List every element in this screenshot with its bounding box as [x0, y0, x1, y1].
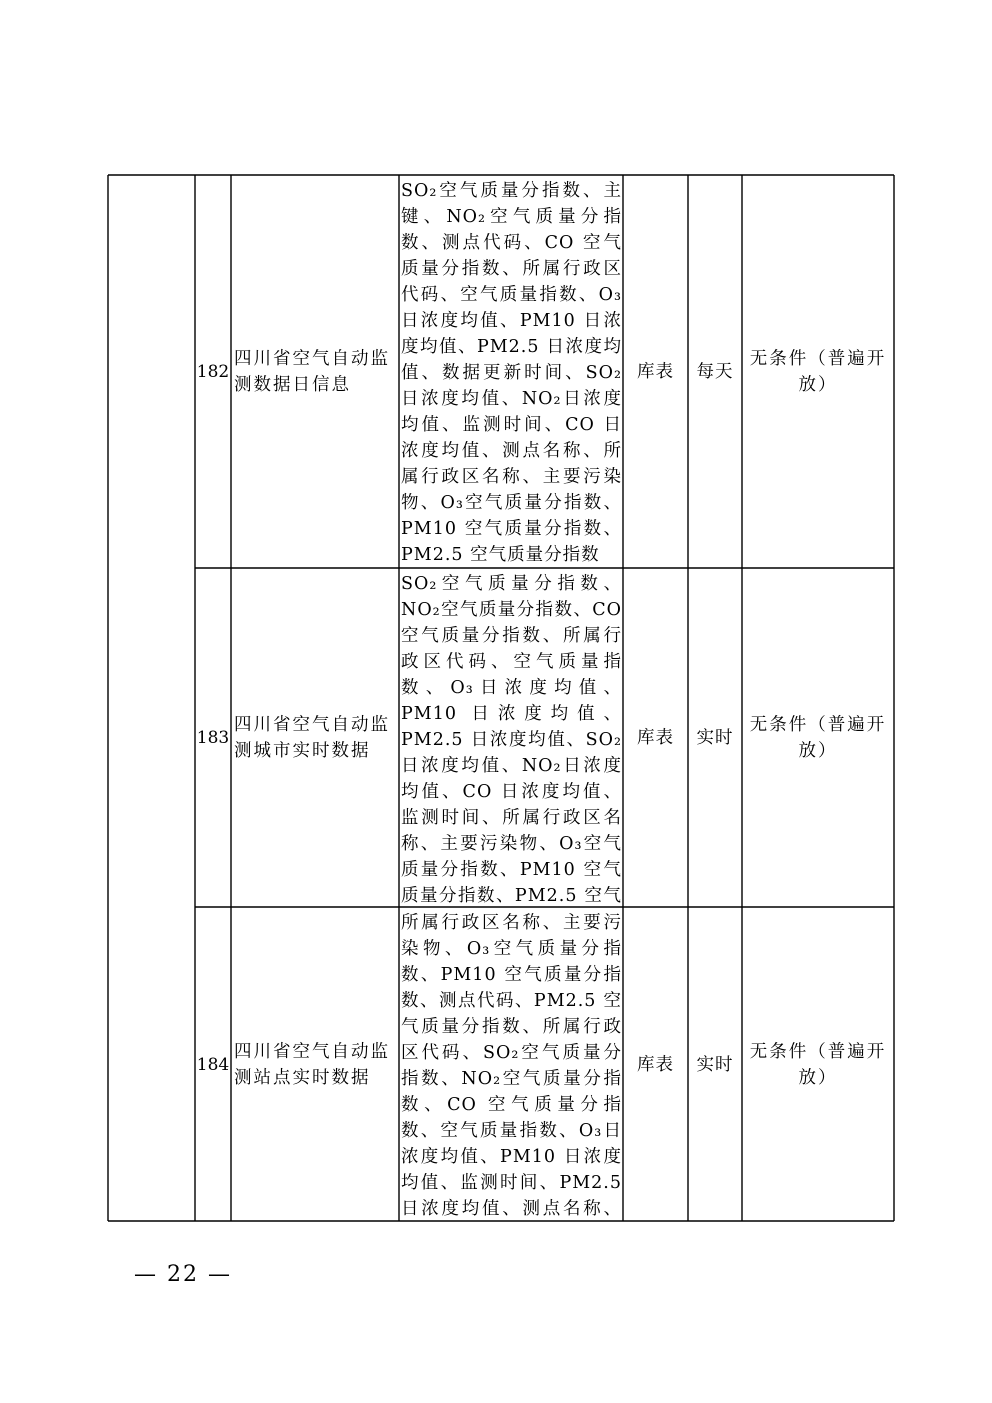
open-type: 无条件（普遍开放） [749, 1041, 887, 1088]
open-type: 无条件（普遍开放） [749, 349, 887, 395]
row-number: 182 [196, 362, 230, 382]
dataset-name: 四川省空气自动监测数据日信息 [234, 349, 390, 395]
dataset-name: 四川省空气自动监测城市实时数据 [234, 715, 390, 761]
update-frequency: 每天 [696, 362, 734, 382]
data-items: 所属行政区名称、主要污染物、O₃空气质量分指数、PM10 空气质量分指数、测点代码、PM2.5 空气质量分指数、所属行政区代码、SO₂空气质量分指数、NO₂空气质量分指数、CO 空气质量分指数、空气质量指数、O₃日浓度均值、PM10 日浓度均值、监测时间、PM2.5 日浓度均值、测点名称、 [401, 913, 622, 1219]
row-number: 183 [196, 728, 230, 748]
dataset-name: 四川省空气自动监测站点实时数据 [234, 1041, 390, 1088]
data-format: 库表 [637, 728, 674, 748]
data-format: 库表 [637, 1054, 674, 1075]
page-number: — 22 — [134, 1262, 232, 1287]
data-items: SO₂空气质量分指数、NO₂空气质量分指数、CO 空气质量分指数、所属行政区代码、空气质量指数、O₃日浓度均值、PM10 日浓度均值、PM2.5 日浓度均值、SO₂日浓度均值、NO₂日浓度均值、CO 日浓度均值、监测时间、所属行政区名称、主要污染物、O₃空气质量分指数、PM10 空气质量分指数、PM2.5 空气 [401, 574, 622, 906]
data-format: 库表 [637, 362, 674, 382]
update-frequency: 实时 [696, 1054, 734, 1075]
data-items: SO₂空气质量分指数、主键、NO₂空气质量分指数、测点代码、CO 空气质量分指数、所属行政区代码、空气质量指数、O₃日浓度均值、PM10 日浓度均值、PM2.5 日浓度均值、数据更新时间、SO₂日浓度均值、NO₂日浓度均值、监测时间、CO 日浓度均值、测点名称、所属行政区名称、主要污染物、O₃空气质量分指数、PM10 空气质量分指数、PM2.5 空气质量分指数 [401, 181, 622, 565]
update-frequency: 实时 [696, 728, 734, 748]
row-number: 184 [196, 1054, 230, 1075]
open-type: 无条件（普遍开放） [749, 715, 887, 761]
